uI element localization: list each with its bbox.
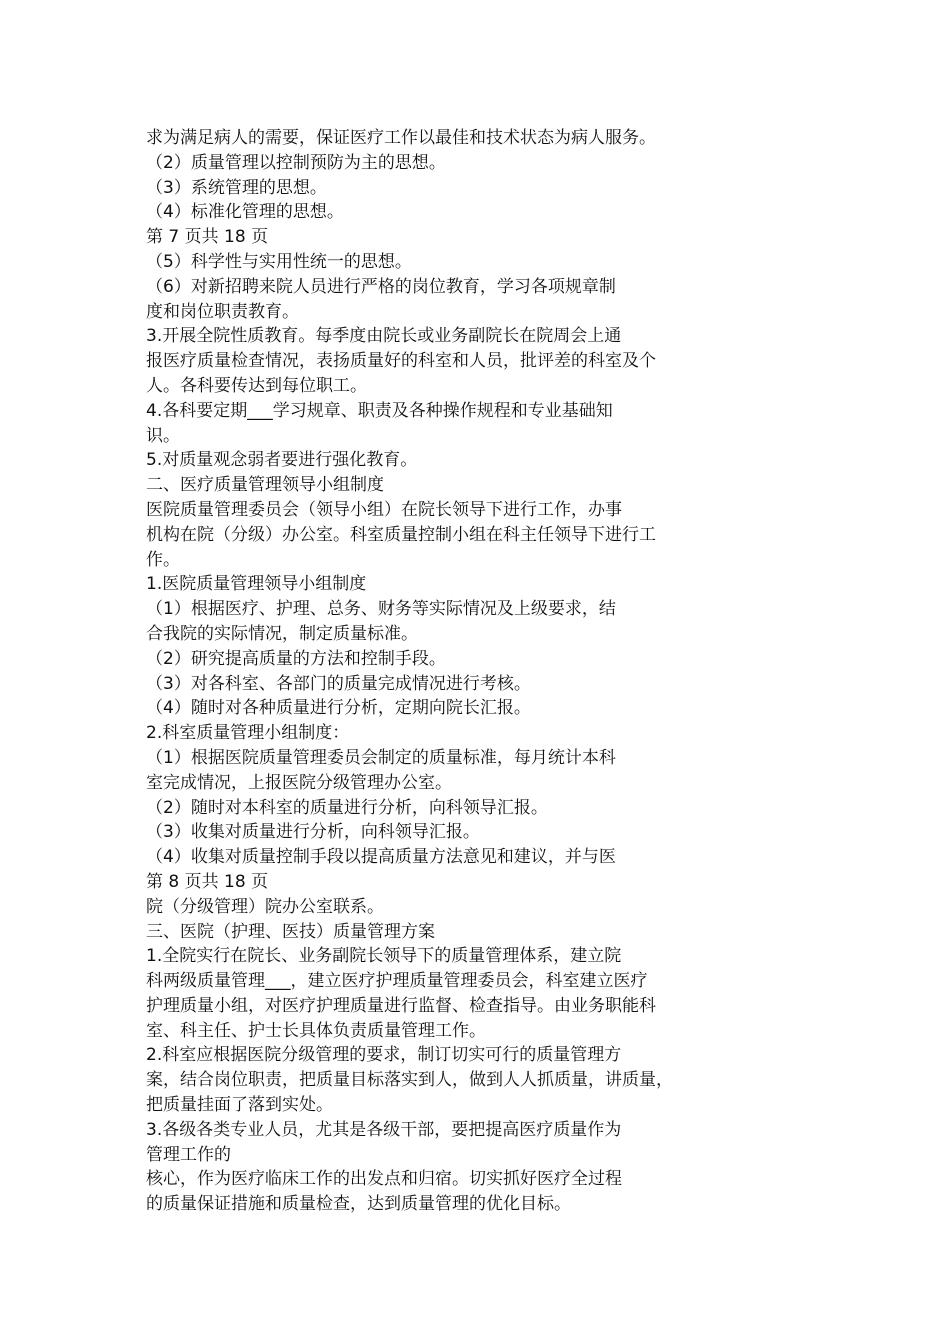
text-line: （5）科学性与实用性统一的思想。 <box>146 251 412 272</box>
page-number: 第 7 页共 18 页 <box>146 227 269 248</box>
text-line: 室、科主任、护士长具体负责质量管理工作。 <box>146 1020 486 1041</box>
text-line: 5.对质量观念弱者要进行强化教育。 <box>146 450 418 471</box>
text-line: （3）对各科室、各部门的质量完成情况进行考核。 <box>146 673 531 694</box>
text-line: （2）研究提高质量的方法和控制手段。 <box>146 648 446 669</box>
text-line: 护理质量小组，对医疗护理质量进行监督、检查指导。由业务职能科 <box>146 995 656 1016</box>
text-line: 3.各级各类专业人员，尤其是各级干部，要把提高医疗质量作为 <box>146 1119 622 1140</box>
text-line: 4.各科要定期___学习规章、职责及各种操作规程和专业基础知 <box>146 400 613 421</box>
text-line: 机构在院（分级）办公室。科室质量控制小组在科主任领导下进行工 <box>146 524 656 545</box>
text-line: 合我院的实际情况，制定质量标准。 <box>146 623 418 644</box>
subsection-heading: 1.医院质量管理领导小组制度 <box>146 574 367 595</box>
text-line: 人。各科要传达到每位职工。 <box>146 375 367 396</box>
section-heading: 三、医院（护理、医技）质量管理方案 <box>146 921 435 942</box>
text-line: （1）根据医疗、护理、总务、财务等实际情况及上级要求，结 <box>146 599 616 620</box>
text-line: 管理工作的 <box>146 1144 231 1165</box>
text-line: （3）系统管理的思想。 <box>146 177 327 198</box>
text-line: 报医疗质量检查情况，表扬质量好的科室和人员，批评差的科室及个 <box>146 351 656 372</box>
text-line: 作。 <box>146 549 180 570</box>
text-line: 2.科室应根据医院分级管理的要求，制订切实可行的质量管理方 <box>146 1045 622 1066</box>
subsection-heading: 2.科室质量管理小组制度： <box>146 723 350 744</box>
text-line: （3）收集对质量进行分析，向科领导汇报。 <box>146 822 480 843</box>
text-line: （6）对新招聘来院人员进行严格的岗位教育，学习各项规章制 <box>146 276 616 297</box>
text-line: 医院质量管理委员会（领导小组）在院长领导下进行工作，办事 <box>146 499 622 520</box>
text-line: 把质量挂面了落到实处。 <box>146 1095 333 1116</box>
text-line: 识。 <box>146 425 180 446</box>
text-line: 3.开展全院性质教育。每季度由院长或业务副院长在院周会上通 <box>146 326 622 347</box>
document-body <box>146 126 786 1217</box>
text-line: 室完成情况，上报医院分级管理办公室。 <box>146 772 452 793</box>
text-line: 案，结合岗位职责，把质量目标落实到人，做到人人抓质量，讲质量， <box>146 1070 673 1091</box>
section-heading: 二、医疗质量管理领导小组制度 <box>146 475 384 496</box>
text-line: 的质量保证措施和质量检查，达到质量管理的优化目标。 <box>146 1194 571 1215</box>
text-line: （4）随时对各种质量进行分析，定期向院长汇报。 <box>146 698 531 719</box>
text-line: 度和岗位职责教育。 <box>146 301 299 322</box>
text-line: 求为满足病人的需要，保证医疗工作以最佳和技术状态为病人服务。 <box>146 128 656 148</box>
text-line: （2）质量管理以控制预防为主的思想。 <box>146 152 446 173</box>
text-line: （2）随时对本科室的质量进行分析，向科领导汇报。 <box>146 797 548 818</box>
text-line: （1）根据医院质量管理委员会制定的质量标准，每月统计本科 <box>146 747 616 768</box>
text-line: 院（分级管理）院办公室联系。 <box>146 896 384 917</box>
text-line: （4）标准化管理的思想。 <box>146 202 344 223</box>
text-line: 核心，作为医疗临床工作的出发点和归宿。切实抓好医疗全过程 <box>146 1169 622 1190</box>
text-line: 科两级质量管理___，建立医疗护理质量管理委员会，科室建立医疗 <box>146 971 648 992</box>
page-number: 第 8 页共 18 页 <box>146 871 269 892</box>
text-line: （4）收集对质量控制手段以提高质量方法意见和建议，并与医 <box>146 847 616 868</box>
text-line: 1.全院实行在院长、业务副院长领导下的质量管理体系，建立院 <box>146 946 622 967</box>
